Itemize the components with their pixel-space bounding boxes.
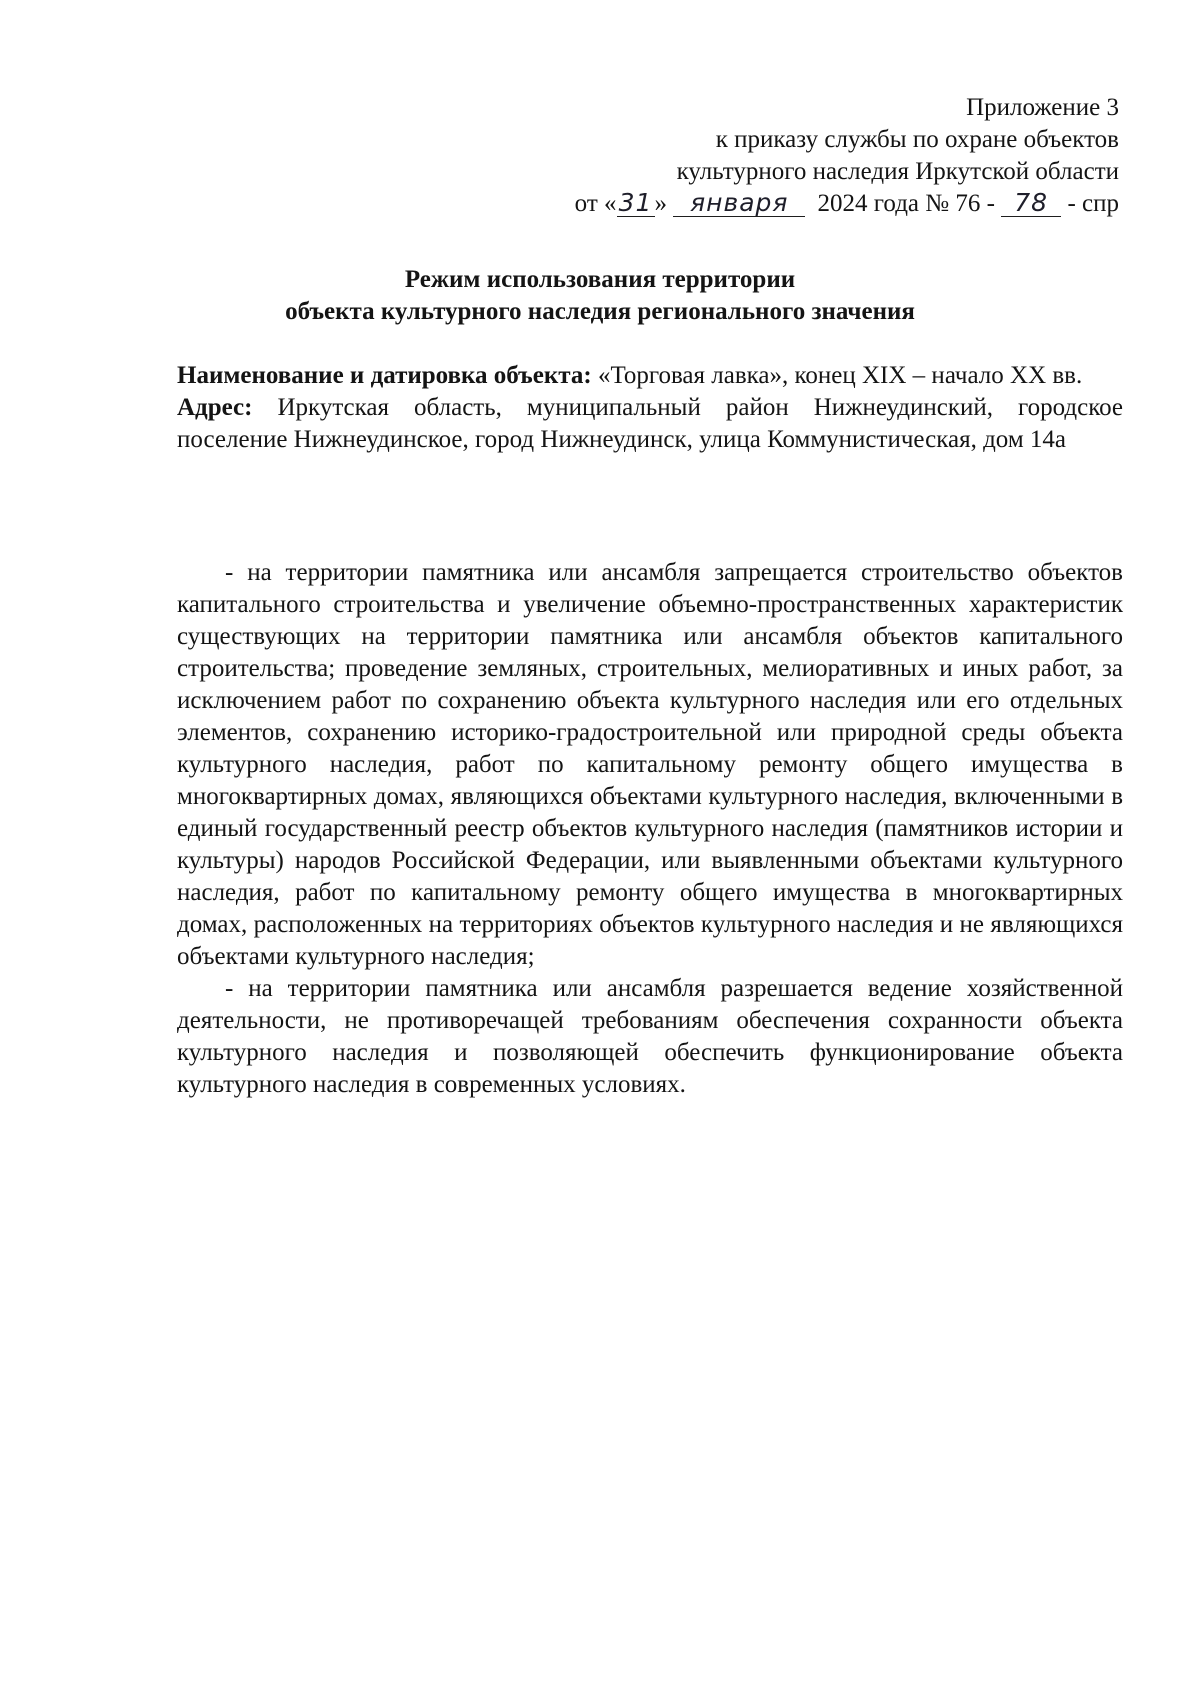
order-year-text: 2024 года № 76 - xyxy=(817,190,995,217)
order-date-quote: » xyxy=(654,190,668,217)
appendix-header xyxy=(419,92,1119,220)
object-name-label: Наименование и датировка объекта: xyxy=(177,362,592,389)
title-line-2: объекта культурного наследия регионального значения xyxy=(285,298,915,325)
object-address-label: Адрес: xyxy=(177,394,253,421)
regime-paragraphs xyxy=(177,557,1123,1101)
object-info xyxy=(177,360,1123,456)
order-reference-line: к приказу службы по охране объектов xyxy=(715,126,1119,153)
document-title xyxy=(150,264,1050,328)
title-line-1: Режим использования территории xyxy=(404,266,796,293)
prohibition-paragraph: - на территории памятника или ансамбля запрещается строительство объектов капитального строительства и увеличение объемно-пространственных характеристик существующих на территории памятника или ансамбля объектов капитального строительства; проведение земляных, строительных, мелиоративных и иных работ, за исключением работ по сохранению объекта культурного наследия или его отдельных элементов, сохранению историко-градостроительной или природной среды объекта культурного наследия, работ по капитальному ремонту общего имущества в многоквартирных домах, являющихся объектами культурного наследия, включенными в единый государственный реестр объектов культурного наследия (памятников истории и культуры) народов Российской Федерации, или выявленными объектами культурного наследия, работ по капитальному ремонту общего имущества в многоквартирных домах, расположенных на территориях объектов культурного наследия и не являющихся объектами культурного наследия; xyxy=(177,559,1123,970)
object-address-paragraph xyxy=(177,392,1123,456)
permission-paragraph: - на территории памятника или ансамбля разрешается ведение хозяйственной деятельности, не противоречащей требованиям обеспечения сохранности объекта культурного наследия и позволяющей обеспечить функционирование объекта культурного наследия в современных условиях. xyxy=(177,975,1123,1098)
order-date-line xyxy=(419,188,1119,220)
order-suffix: - спр xyxy=(1067,190,1119,217)
object-name-value: «Торговая лавка», конец XIX – начало XX вв. xyxy=(597,362,1083,389)
object-name-paragraph xyxy=(177,360,1123,392)
object-address-value: Иркутская область, муниципальный район Нижнеудинский, городское поселение Нижнеудинское, город Нижнеудинск, улица Коммунистическая, дом 14а xyxy=(177,394,1123,453)
order-date-prefix: от « xyxy=(574,190,617,217)
appendix-number: Приложение 3 xyxy=(966,94,1119,121)
handwritten-month: января xyxy=(673,190,805,217)
handwritten-order-number: 78 xyxy=(1001,190,1061,217)
order-authority-line: культурного наследия Иркутской области xyxy=(676,158,1119,185)
handwritten-day: 31 xyxy=(617,190,655,217)
